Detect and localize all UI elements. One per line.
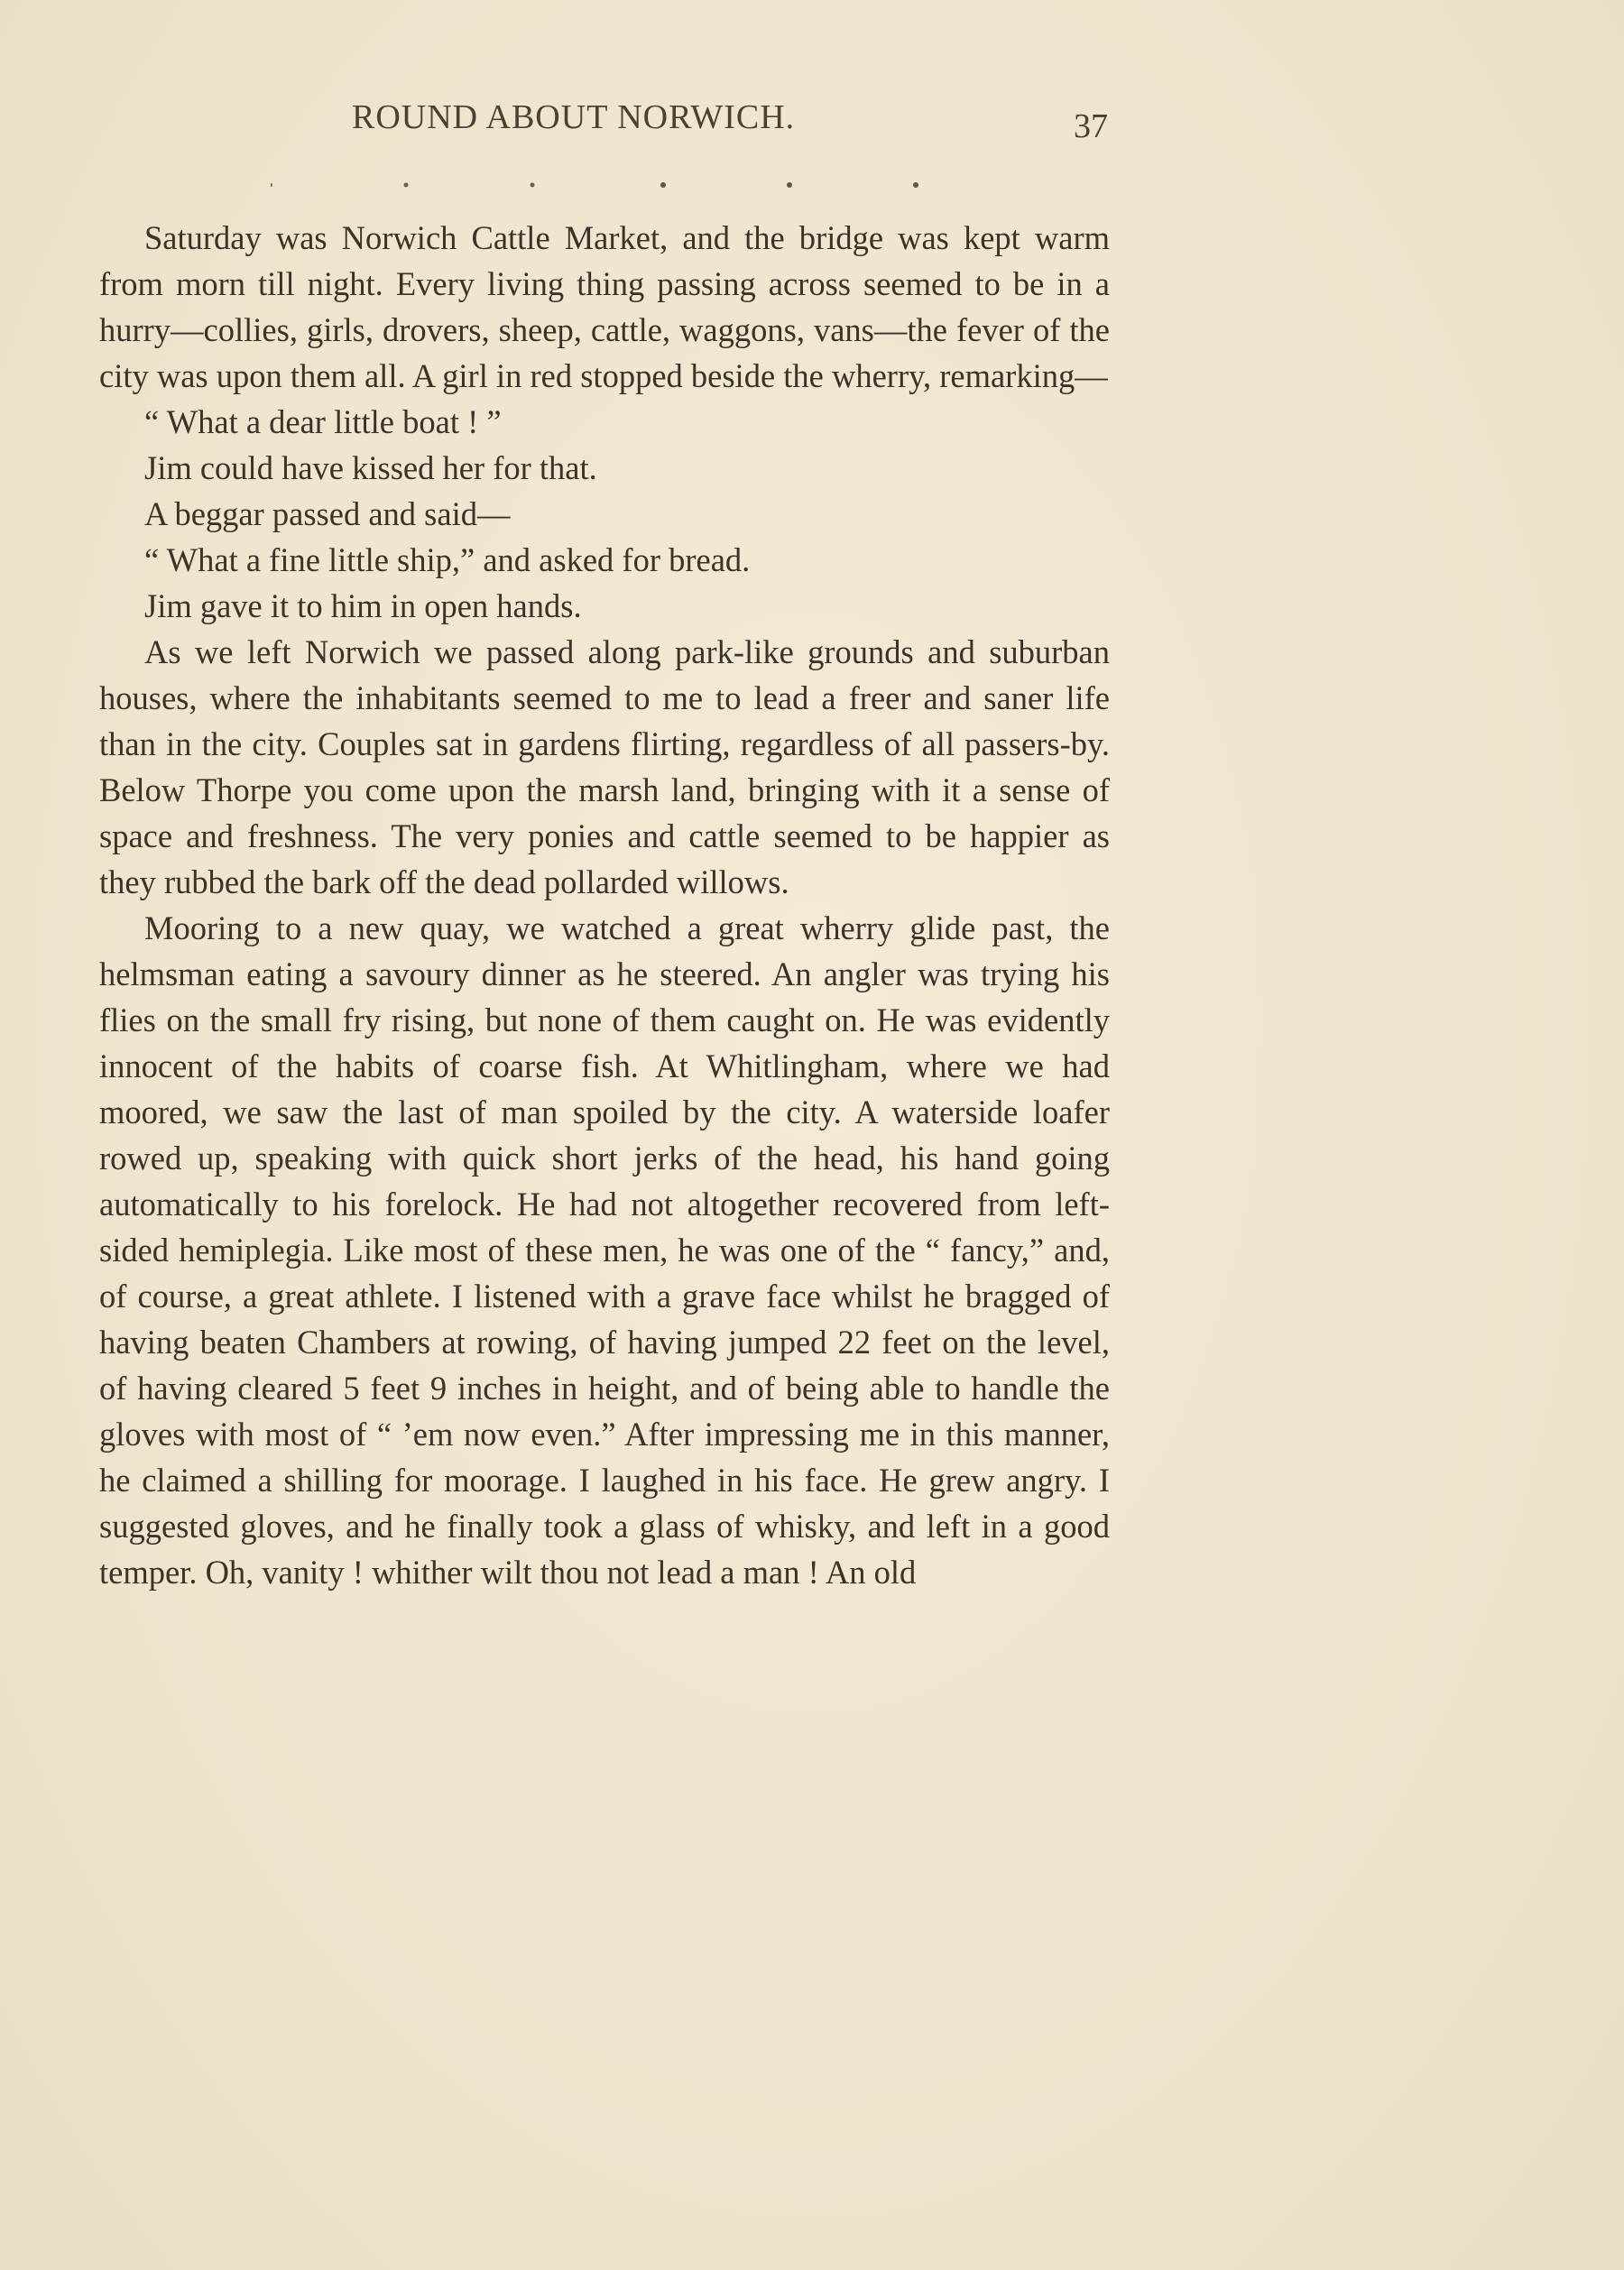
page-header — [99, 90, 1110, 144]
section-break-dots-icon — [271, 171, 1119, 198]
paragraph-jim-kissed: Jim could have kissed her for that. — [144, 449, 597, 486]
paragraph-dear-little-boat: “ What a dear little boat ! ” — [144, 403, 502, 440]
section-break-dots — [271, 171, 1119, 198]
paragraph-open-hands: Jim gave it to him in open hands. — [144, 587, 582, 624]
page-number: 37 — [1074, 107, 1108, 145]
paragraph-fine-little-ship: “ What a fine little ship,” and asked for bread. — [144, 541, 751, 578]
paragraph-beggar: A beggar passed and said— — [144, 495, 511, 532]
paragraph-mooring: Mooring to a new quay, we watched a great wherry glide past, the helmsman eating a savoury dinner as he steered. An angler was trying his flies on the small fry rising, but none of them caught on. He was evidently innocent of the habits of coarse fish. At Whitlingham, where we had moored, we saw the last of man spoiled by the city. A waterside loafer rowed up, speaking with quick short jerks of the head, his hand going automatically to his forelock. He had not altogether recovered from left-sided hemiplegia. Like most of these men, he was one of the “ fancy,” and, of course, a great athlete. I listened with a grave face whilst he bragged of having beaten Chambers at rowing, of having jumped 22 feet on the level, of having cleared 5 feet 9 inches in height, and of being able to handle the gloves with most of “ ’em now even.” After impressing me in this manner, he claimed a shilling for moorage. I laughed in his face. He grew angry. I suggested gloves, and he finally took a glass of whisky, and left in a good temper. Oh, vanity ! whither wilt thou not lead a man ! An old — [99, 909, 1110, 1591]
body-text — [99, 215, 1110, 1595]
paragraph-left-norwich: As we left Norwich we passed along park-like grounds and suburban houses, where the inhabitants seemed to me to lead a freer and saner life than in the city. Couples sat in gardens flirting, regardless of all passers-by. Below Thorpe you come upon the marsh land, bringing with it a sense of space and freshness. The very ponies and cattle seemed to be happier as they rubbed the bark off the dead pollarded willows. — [99, 633, 1110, 900]
paragraph-cattle-market: Saturday was Norwich Cattle Market, and the bridge was kept warm from morn till night. Every living thing passing across seemed to be in a hurry—collies, girls, drovers, sheep, cattle, waggons, vans—the fever of the city was upon them all. A girl in red stopped beside the wherry, remarking— — [99, 219, 1110, 394]
running-title: ROUND ABOUT NORWICH. — [352, 98, 796, 136]
